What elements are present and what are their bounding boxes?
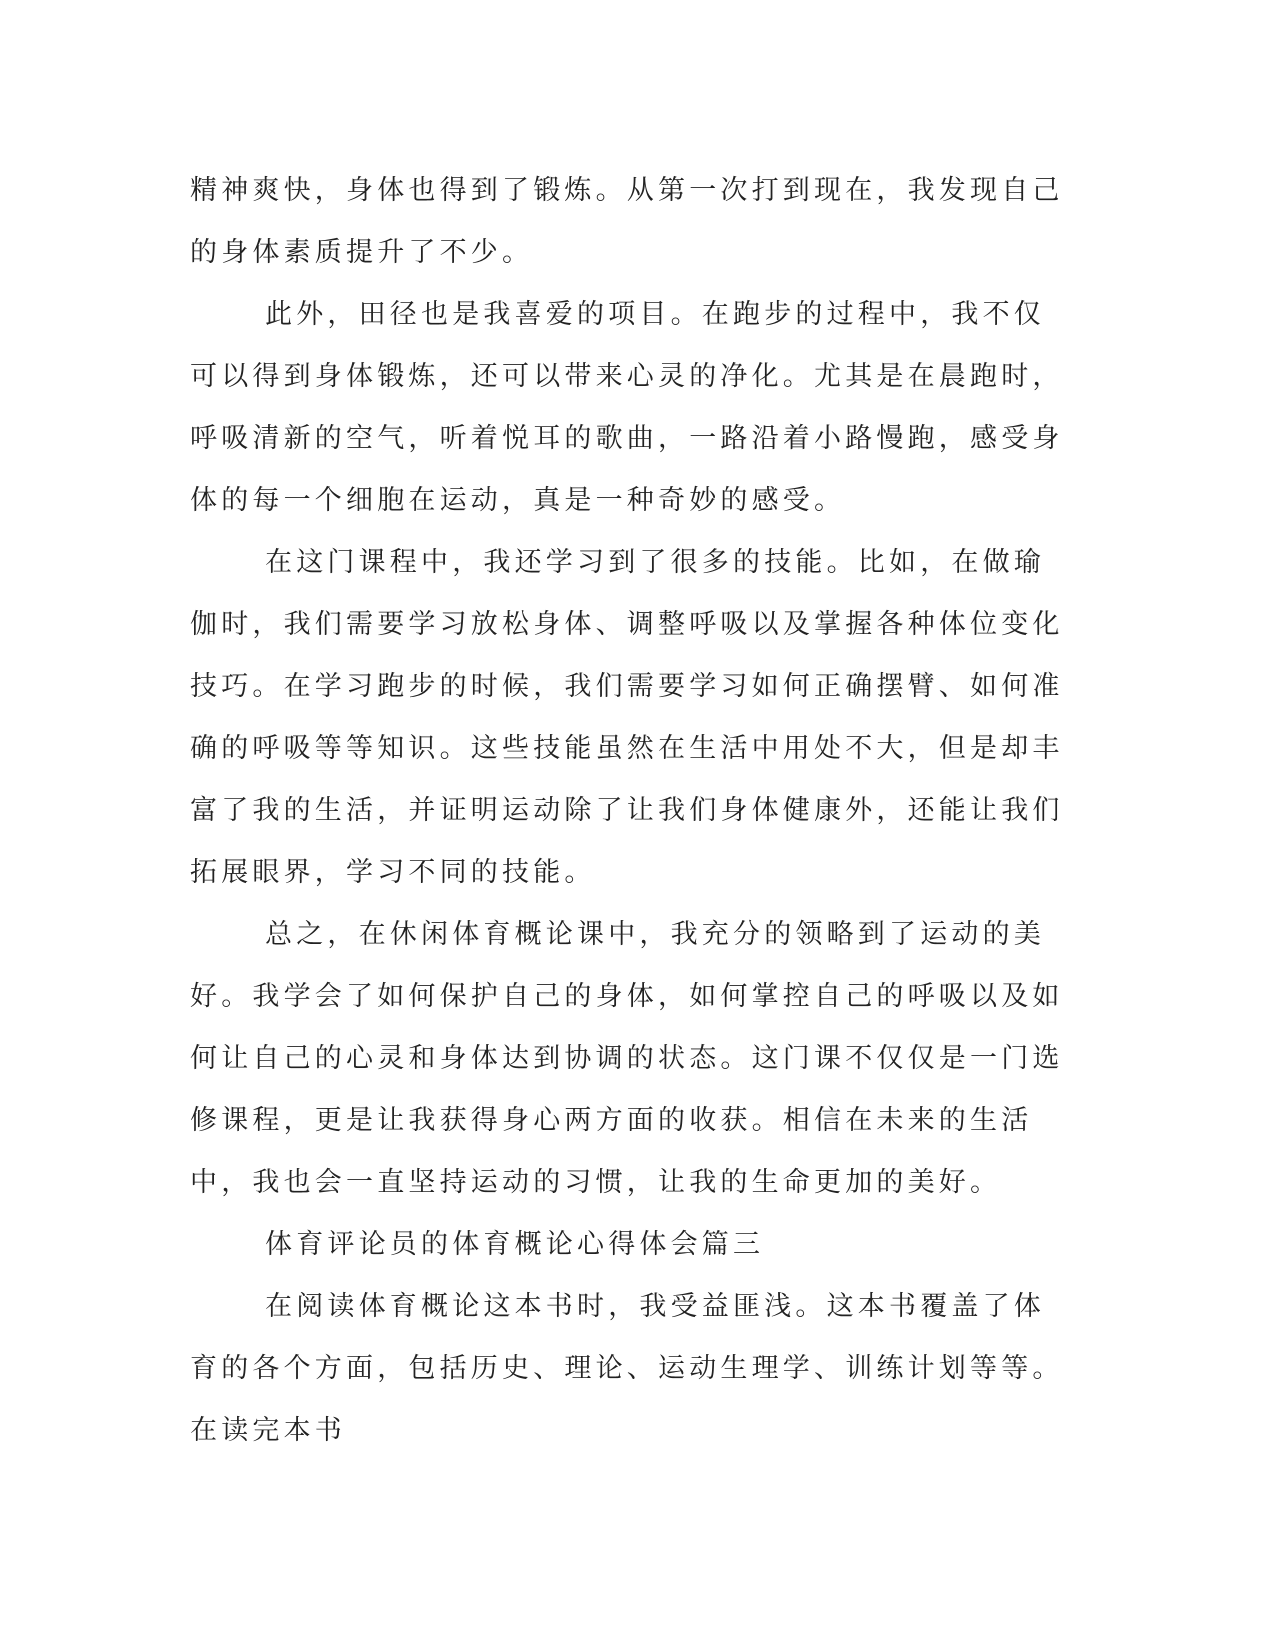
paragraph-conclusion: 总之，在休闲体育概论课中，我充分的领略到了运动的美好。我学会了如何保护自己的身体，如何掌控自己的呼吸以及如何让自己的心灵和身体达到协调的状态。这门课不仅仅是一门选修课程，更是让我获得身心两方面的收获。相信在未来的生活中，我也会一直坚持运动的习惯，让我的生命更加的美好。 [190,919,1064,1198]
paragraph-track-and-field: 此外，田径也是我喜爱的项目。在跑步的过程中，我不仅可以得到身体锻炼，还可以带来心灵的净化。尤其是在晨跑时，呼吸清新的空气，听着悦耳的歌曲，一路沿着小路慢跑，感受身体的每一个细胞在运动，真是一种奇妙的感受。 [190,299,1064,516]
paragraph-book-reading: 在阅读体育概论这本书时，我受益匪浅。这本书覆盖了体育的各个方面，包括历史、理论、运动生理学、训练计划等等。在读完本书 [190,1291,1064,1446]
section-heading: 体育评论员的体育概论心得体会篇三 [265,1229,765,1260]
paragraph-skills: 在这门课程中，我还学习到了很多的技能。比如，在做瑜伽时，我们需要学习放松身体、调整呼吸以及掌握各种体位变化技巧。在学习跑步的时候，我们需要学习如何正确摆臂、如何准确的呼吸等等知识。这些技能虽然在生活中用处不大，但是却丰富了我的生活，并证明运动除了让我们身体健康外，还能让我们拓展眼界，学习不同的技能。 [190,547,1064,888]
paragraph-continuation: 精神爽快，身体也得到了锻炼。从第一次打到现在，我发现自己的身体素质提升了不少。 [190,175,1064,268]
document-body [190,160,1070,1462]
